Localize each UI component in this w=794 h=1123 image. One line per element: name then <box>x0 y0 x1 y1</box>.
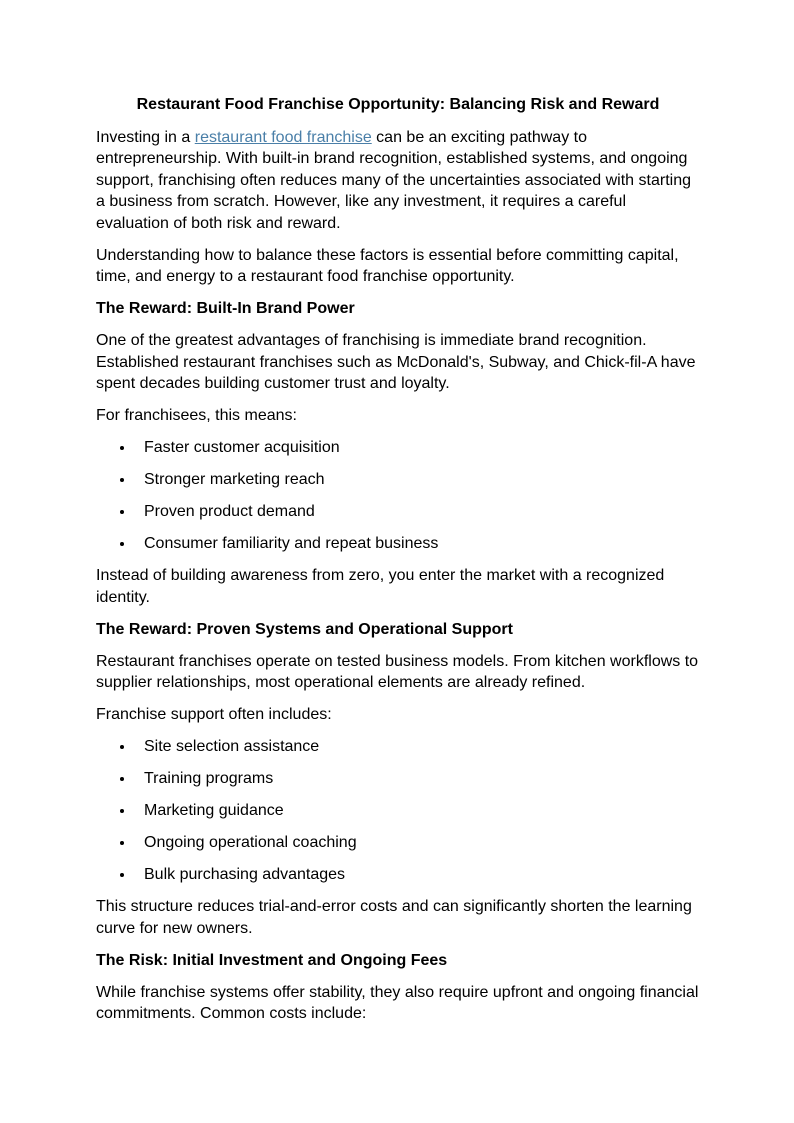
brand-power-list <box>96 437 700 555</box>
intro-text-after-link: can be an exciting pathway to entrepreneurship. With built-in brand recognition, established systems, and ongoing support, franchising often reduces many of the uncertainties associated with starting a business from scratch. However, like any investment, it requires a careful evaluation of both risk and reward. <box>96 128 691 232</box>
list-item: Bulk purchasing advantages <box>144 864 700 886</box>
section-brand-power-closing: Instead of building awareness from zero, you enter the market with a recognized identity. <box>96 567 665 606</box>
restaurant-food-franchise-link[interactable]: restaurant food franchise <box>194 128 372 146</box>
section-heading-brand-power: The Reward: Built-In Brand Power <box>96 300 355 317</box>
list-item: Proven product demand <box>144 501 700 523</box>
section-heading-initial-investment: The Risk: Initial Investment and Ongoing Fees <box>96 951 448 969</box>
list-item: Training programs <box>144 768 700 790</box>
franchise-support-list <box>96 736 700 886</box>
section-heading-proven-systems: The Reward: Proven Systems and Operational Support <box>96 620 513 638</box>
list-item: Stronger marketing reach <box>144 469 700 491</box>
intro-paragraph <box>96 127 700 235</box>
list-item: Site selection assistance <box>144 736 700 758</box>
section-proven-systems-lead: Franchise support often includes: <box>96 706 332 723</box>
section-initial-investment-paragraph: While franchise systems offer stability, they also require upfront and ongoing financial commitments. Common costs include: <box>96 983 699 1022</box>
section-proven-systems-closing: This structure reduces trial-and-error costs and can significantly shorten the learning curve for new owners. <box>96 898 692 937</box>
intro-text-before-link: Investing in a <box>96 128 195 146</box>
section-brand-power-paragraph: One of the greatest advantages of franchising is immediate brand recognition. Established restaurant franchises such as McDonald's, Subway, and Chick-fil-A have spent decades building customer trust and loyalty. <box>96 332 696 392</box>
document-page <box>96 94 700 1035</box>
section-brand-power-lead: For franchisees, this means: <box>96 407 297 424</box>
section-proven-systems-paragraph: Restaurant franchises operate on tested business models. From kitchen workflows to supplier relationships, most operational elements are already refined. <box>96 652 699 691</box>
intro-paragraph-2: Understanding how to balance these factors is essential before committing capital, time, and energy to a restaurant food franchise opportunity. <box>96 246 679 285</box>
list-item: Consumer familiarity and repeat business <box>144 533 700 555</box>
list-item: Faster customer acquisition <box>144 437 700 459</box>
document-title: Restaurant Food Franchise Opportunity: Balancing Risk and Reward <box>136 96 660 113</box>
list-item: Marketing guidance <box>144 800 700 822</box>
list-item: Ongoing operational coaching <box>144 832 700 854</box>
